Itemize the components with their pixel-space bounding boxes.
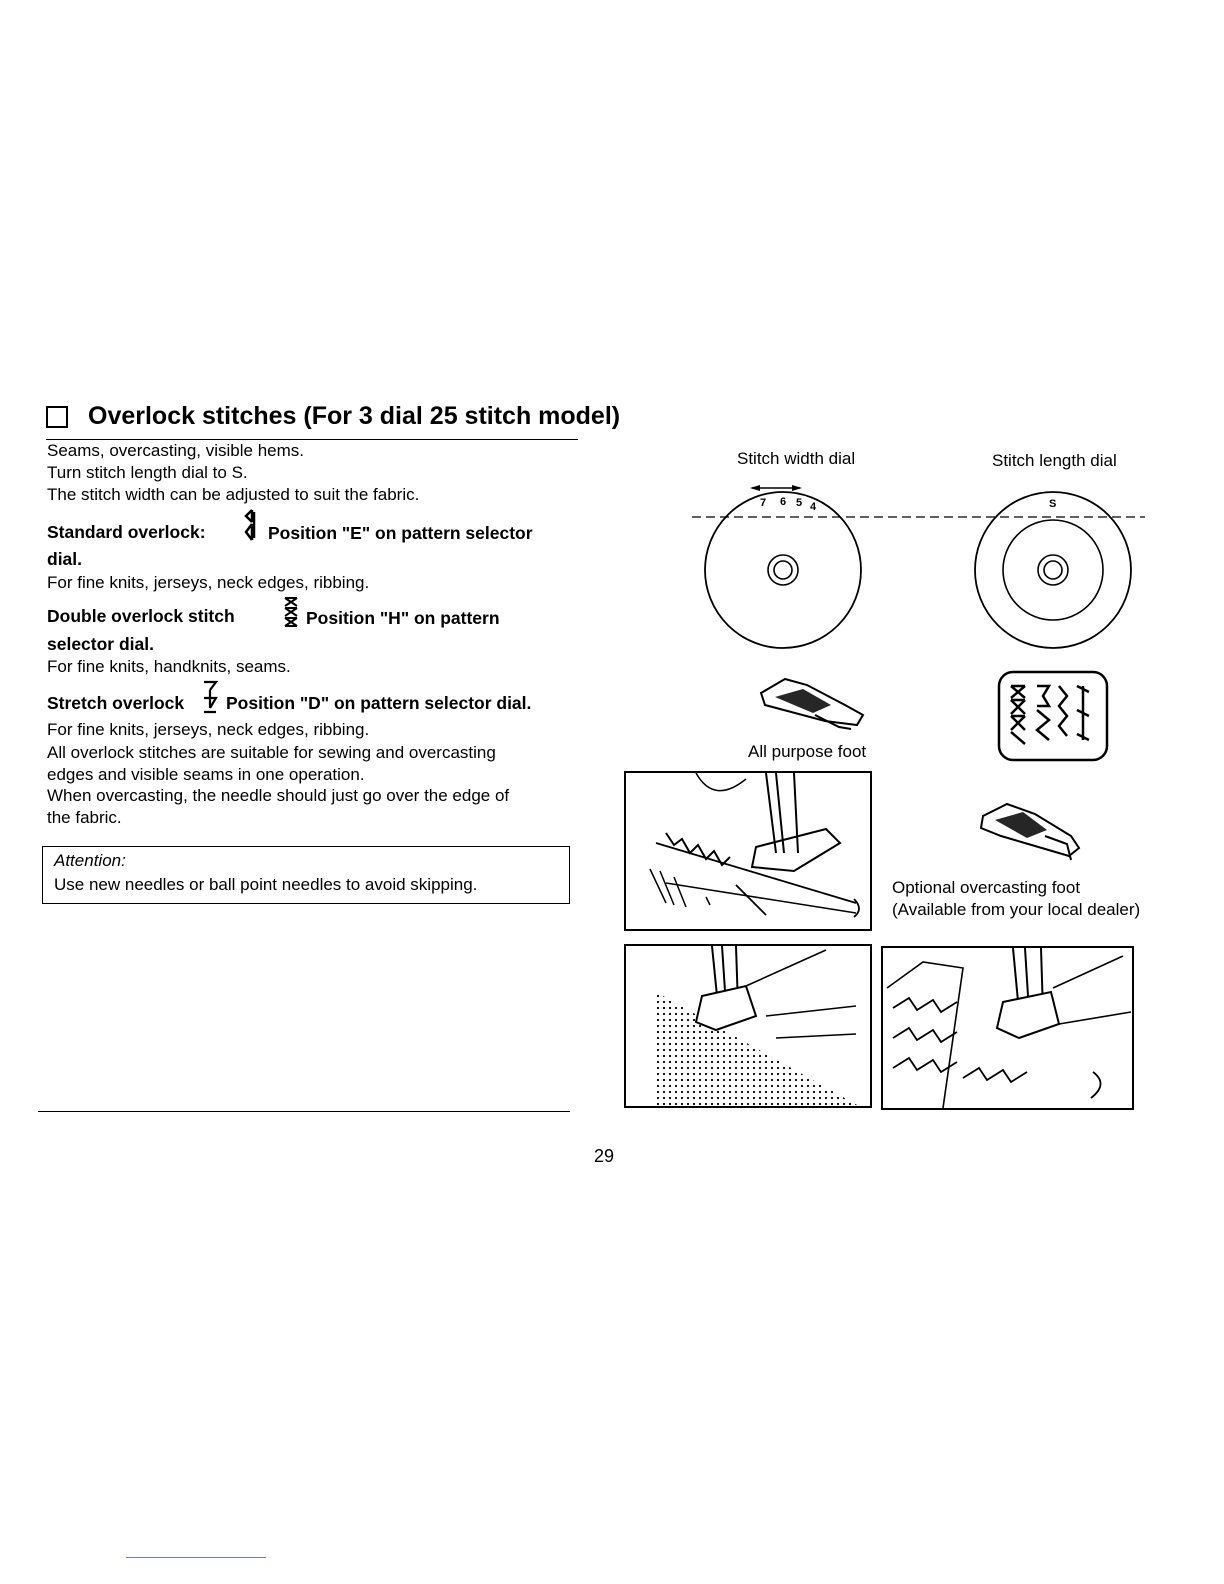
note-line-1: All overlock stitches are suitable for sewing and overcasting [47,743,496,762]
optional-foot-caption-1: Optional overcasting foot [892,878,1081,897]
attention-title: Attention: [54,851,126,870]
overcasting-illustration-1 [624,771,872,931]
attention-text: Use new needles or ball point needles to avoid skipping. [54,875,478,894]
overcasting-illustration-2 [624,944,872,1108]
optional-overcasting-foot-icon [975,800,1085,866]
stitch-stretch-name: Stretch overlock [47,693,185,713]
note-line-3: When overcasting, the needle should just go over the edge of [47,786,510,805]
stitch-double-position: Position "H" on pattern [306,608,500,628]
double-overlock-icon [282,594,300,632]
note-line-4: the fabric. [47,808,122,827]
stitch-standard-name: Standard overlock: [47,522,206,542]
width-dial-mark-5: 5 [796,497,803,509]
intro-line-3: The stitch width can be adjusted to suit the fabric. [47,485,420,504]
stitch-standard-position: Position "E" on pattern selector [268,523,533,543]
intro-line-2: Turn stitch length dial to S. [47,463,248,482]
all-purpose-foot-caption: All purpose foot [748,742,867,761]
optional-foot-caption-2: (Available from your local dealer) [892,900,1141,919]
stretch-overlock-icon [200,678,220,718]
width-dial-mark-7: 7 [760,497,767,509]
stitch-standard-uses: For fine knits, jerseys, neck edges, ribbing. [47,573,370,592]
stitch-width-dial-caption: Stitch width dial [737,449,856,468]
stitch-double-name: Double overlock stitch [47,606,235,626]
length-dial-mark-s: S [1049,498,1057,510]
overcasting-illustration-3 [881,946,1134,1110]
intro-line-1: Seams, overcasting, visible hems. [47,441,304,460]
page-title: Overlock stitches (For 3 dial 25 stitch model) [88,402,621,430]
bottom-divider [38,1111,570,1112]
stitch-pattern-panel [997,670,1109,762]
attention-box [42,846,570,904]
stitch-double-uses: For fine knits, handknits, seams. [47,657,291,676]
width-dial-mark-6: 6 [780,496,787,508]
stitch-stretch-uses: For fine knits, jerseys, neck edges, ribbing. [47,720,370,739]
stitch-stretch-position: Position "D" on pattern selector dial. [226,693,532,713]
section-heading [46,402,646,436]
stitch-standard-position-cont: dial. [47,549,83,569]
note-line-2: edges and visible seams in one operation. [47,765,365,784]
standard-overlock-icon [242,508,262,548]
all-purpose-foot-icon [755,675,870,740]
stitch-double-position-cont: selector dial. [47,634,154,654]
width-dial-mark-4: 4 [810,501,817,513]
dials-illustration [690,475,1150,655]
stitch-length-dial-caption: Stitch length dial [992,451,1117,470]
checkbox-icon [46,406,68,428]
footer-rule [126,1557,266,1558]
page-number: 29 [594,1146,615,1166]
